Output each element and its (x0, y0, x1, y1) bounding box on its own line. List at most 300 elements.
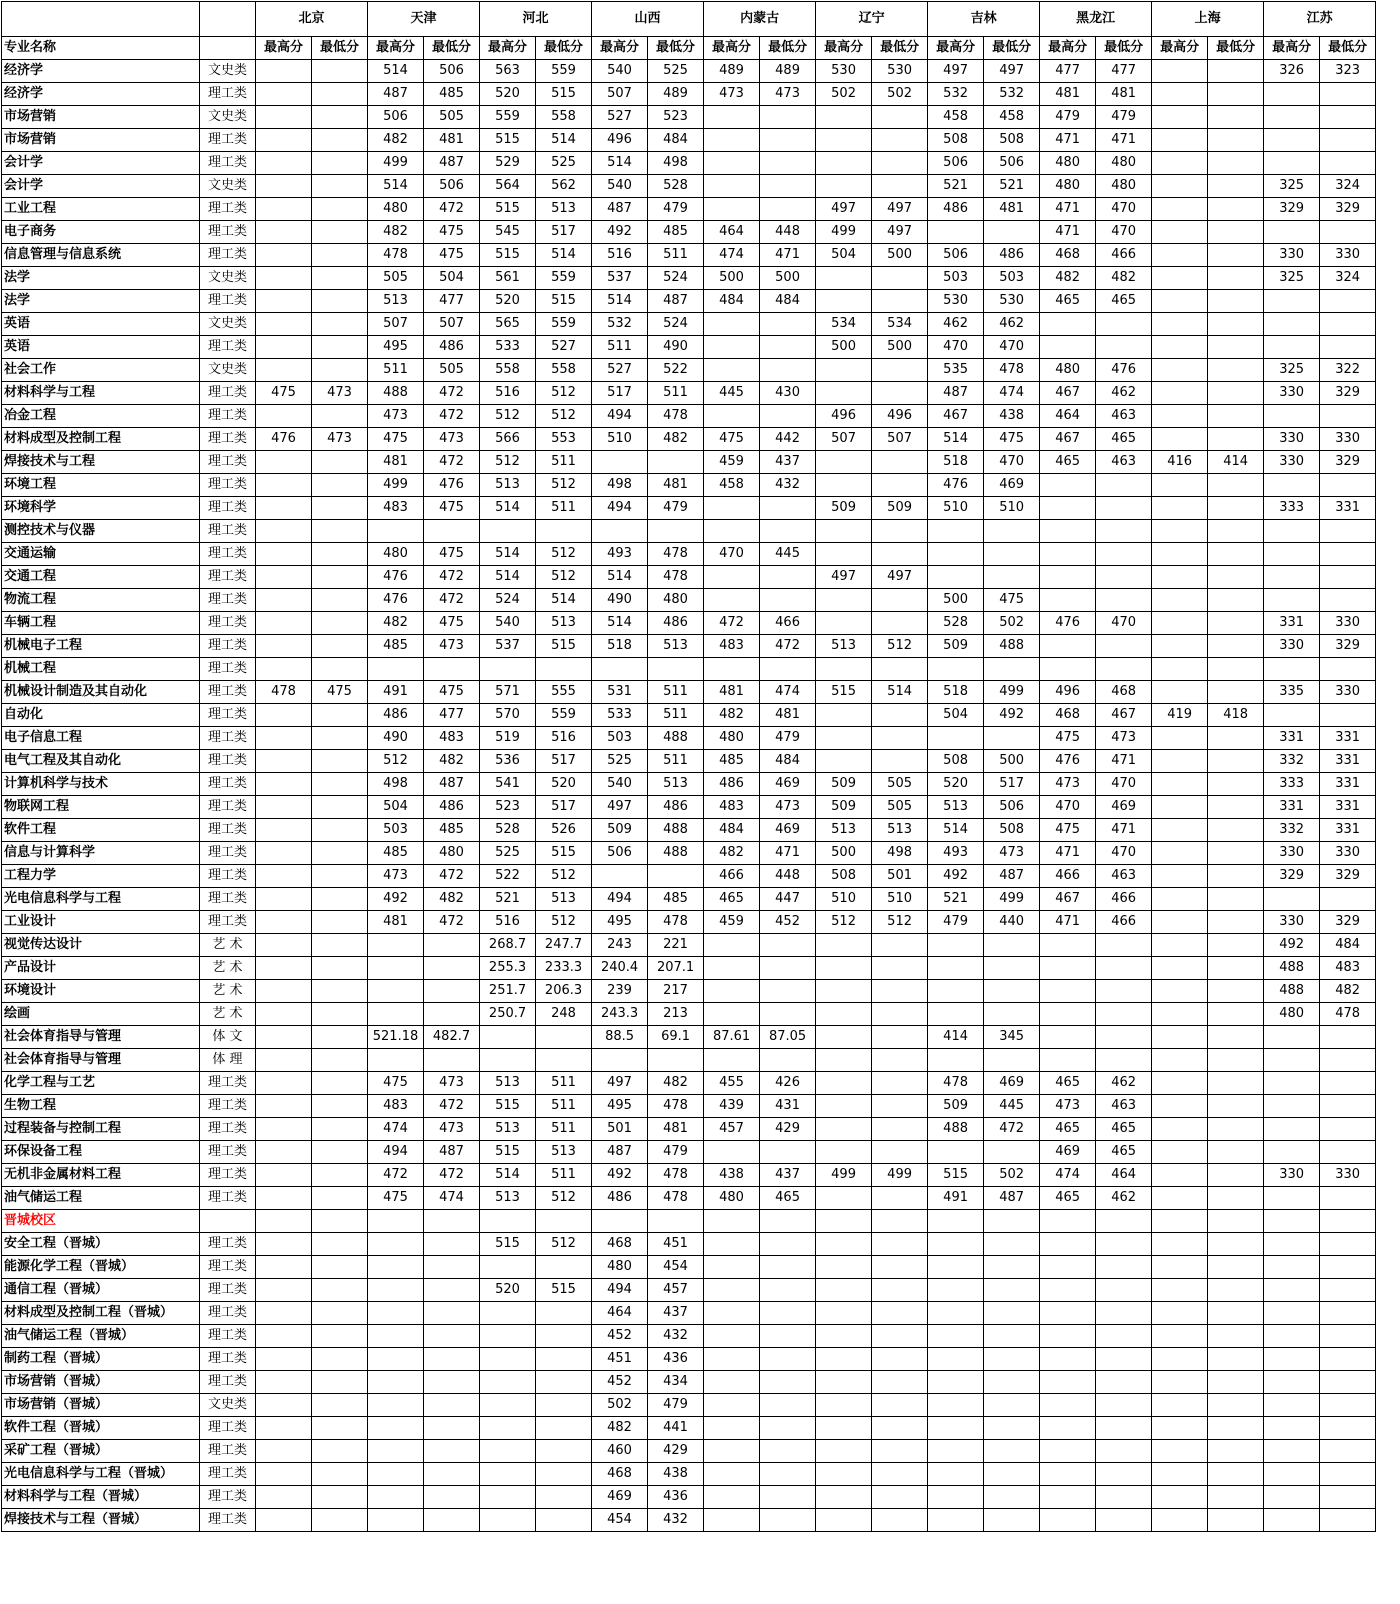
table-row (2, 497, 1376, 520)
high-score-cell (1152, 842, 1208, 865)
low-score-cell: 482 (1096, 267, 1152, 290)
low-score-cell: 484 (760, 290, 816, 313)
low-score-cell: 432 (648, 1325, 704, 1348)
major-name: 产品设计 (2, 957, 200, 980)
category-cell: 体 理 (200, 1049, 256, 1072)
low-score-cell: 478 (648, 405, 704, 428)
high-score-cell: 485 (704, 750, 760, 773)
high-score-cell: 509 (816, 497, 872, 520)
low-score-cell: 436 (648, 1348, 704, 1371)
low-score-cell (648, 865, 704, 888)
high-score-cell: 512 (480, 405, 536, 428)
high-score-cell: 494 (592, 405, 648, 428)
high-score-cell (1040, 497, 1096, 520)
low-score-cell (760, 129, 816, 152)
high-score-cell (256, 1095, 312, 1118)
high-score-cell: 513 (368, 290, 424, 313)
low-score-cell: 488 (648, 819, 704, 842)
high-score-cell (256, 313, 312, 336)
high-score-cell (256, 1302, 312, 1325)
high-score-cell: 464 (704, 221, 760, 244)
major-name: 英语 (2, 313, 200, 336)
low-score-cell (1096, 1026, 1152, 1049)
high-score-cell (816, 1118, 872, 1141)
high-score-cell (816, 934, 872, 957)
high-score-cell: 419 (1152, 704, 1208, 727)
low-score-cell (872, 589, 928, 612)
high-score-cell (368, 1348, 424, 1371)
high-score-cell: 492 (1264, 934, 1320, 957)
low-score-cell (760, 1417, 816, 1440)
low-score-cell (312, 1463, 368, 1486)
low-score-cell: 485 (424, 83, 480, 106)
low-score-cell (1208, 1141, 1264, 1164)
high-score-cell (928, 658, 984, 681)
high-score-cell: 506 (928, 152, 984, 175)
low-score-cell (1320, 1210, 1376, 1233)
low-score-cell (984, 1279, 1040, 1302)
high-score-cell (256, 267, 312, 290)
low-score-cell (312, 1509, 368, 1532)
low-score-cell (1320, 1394, 1376, 1417)
low-score-cell: 497 (872, 566, 928, 589)
high-score-cell: 508 (928, 129, 984, 152)
low-score-cell: 505 (872, 796, 928, 819)
high-score-cell: 514 (928, 428, 984, 451)
high-score-cell (368, 1463, 424, 1486)
major-name: 交通运输 (2, 543, 200, 566)
high-score-cell (928, 1417, 984, 1440)
low-score-cell: 514 (536, 129, 592, 152)
high-score-cell: 240.4 (592, 957, 648, 980)
high-score-cell: 473 (368, 865, 424, 888)
low-score-cell: 505 (424, 359, 480, 382)
high-score-cell (928, 1394, 984, 1417)
high-score-cell: 532 (928, 83, 984, 106)
low-score-cell (1320, 1486, 1376, 1509)
major-name: 工程力学 (2, 865, 200, 888)
low-score-cell: 506 (424, 175, 480, 198)
high-score-cell: 480 (1040, 152, 1096, 175)
low-score-cell (872, 1072, 928, 1095)
table-row (2, 290, 1376, 313)
low-score-cell (760, 313, 816, 336)
low-score-cell: 482 (424, 888, 480, 911)
low-score-cell (424, 1233, 480, 1256)
low-score-cell: 470 (1096, 198, 1152, 221)
high-score-cell (1040, 1210, 1096, 1233)
high-score-cell: 490 (368, 727, 424, 750)
high-score-cell: 480 (704, 727, 760, 750)
high-score-cell: 507 (816, 428, 872, 451)
high-score-cell (256, 244, 312, 267)
low-score-cell: 472 (424, 865, 480, 888)
table-row (2, 1440, 1376, 1463)
high-score-cell (1264, 474, 1320, 497)
low-score-cell: 329 (1320, 635, 1376, 658)
high-score-cell: 507 (592, 83, 648, 106)
high-score-cell: 565 (480, 313, 536, 336)
high-score-cell (592, 1049, 648, 1072)
high-score-cell (1264, 1256, 1320, 1279)
low-score-cell (760, 175, 816, 198)
low-score-cell: 483 (424, 727, 480, 750)
high-score-cell (704, 497, 760, 520)
high-score-cell (928, 980, 984, 1003)
low-score-cell (1208, 497, 1264, 520)
low-score-cell: 470 (1096, 773, 1152, 796)
high-score-cell: 467 (1040, 888, 1096, 911)
low-score-cell (1208, 520, 1264, 543)
high-score-cell (1152, 1026, 1208, 1049)
low-score-cell (1096, 658, 1152, 681)
low-score-cell: 474 (424, 1187, 480, 1210)
low-score-cell (1208, 681, 1264, 704)
major-name: 光电信息科学与工程（晋城） (2, 1463, 200, 1486)
high-score-cell (1152, 934, 1208, 957)
low-score-cell: 475 (424, 612, 480, 635)
low-score-cell (872, 1003, 928, 1026)
major-name: 工业设计 (2, 911, 200, 934)
high-score-cell (928, 1141, 984, 1164)
high-score-cell (928, 1256, 984, 1279)
major-name: 社会体育指导与管理 (2, 1026, 200, 1049)
low-score-cell (872, 451, 928, 474)
high-score-cell: 498 (368, 773, 424, 796)
high-score-cell (1264, 1095, 1320, 1118)
high-score-cell: 438 (704, 1164, 760, 1187)
major-name: 无机非金属材料工程 (2, 1164, 200, 1187)
low-score-cell: 517 (536, 796, 592, 819)
high-score-cell (1264, 1026, 1320, 1049)
low-score-header: 最低分 (424, 37, 480, 60)
low-score-cell: 486 (984, 244, 1040, 267)
high-score-cell (368, 1325, 424, 1348)
low-score-cell (984, 1509, 1040, 1532)
high-score-cell: 510 (816, 888, 872, 911)
high-score-cell: 459 (704, 911, 760, 934)
high-score-cell (704, 1394, 760, 1417)
major-name: 采矿工程（晋城） (2, 1440, 200, 1463)
high-score-cell: 532 (592, 313, 648, 336)
high-score-cell (480, 1210, 536, 1233)
high-score-cell (1040, 635, 1096, 658)
category-cell: 文史类 (200, 106, 256, 129)
high-score-header: 最高分 (704, 37, 760, 60)
high-score-cell (1152, 290, 1208, 313)
high-score-cell (1152, 1463, 1208, 1486)
low-score-cell: 471 (1096, 750, 1152, 773)
high-score-cell (256, 405, 312, 428)
major-name: 自动化 (2, 704, 200, 727)
high-score-cell (704, 336, 760, 359)
high-score-cell: 513 (928, 796, 984, 819)
high-score-header: 最高分 (592, 37, 648, 60)
low-score-cell (1208, 1210, 1264, 1233)
low-score-cell (536, 658, 592, 681)
low-score-cell: 438 (984, 405, 1040, 428)
high-score-cell (1152, 543, 1208, 566)
high-score-cell: 492 (928, 865, 984, 888)
low-score-cell (1320, 543, 1376, 566)
low-score-cell: 485 (648, 888, 704, 911)
high-score-cell (1040, 1417, 1096, 1440)
high-score-cell (816, 1256, 872, 1279)
low-score-cell (312, 1141, 368, 1164)
low-score-cell (1208, 1049, 1264, 1072)
low-score-cell (424, 1486, 480, 1509)
high-score-cell (480, 1026, 536, 1049)
high-score-cell: 499 (816, 221, 872, 244)
category-cell: 艺 术 (200, 980, 256, 1003)
high-score-cell (256, 1417, 312, 1440)
low-score-cell (1208, 60, 1264, 83)
province-header-row (2, 2, 1376, 37)
high-score-cell (1152, 1118, 1208, 1141)
low-score-cell: 481 (984, 198, 1040, 221)
high-score-cell (816, 1463, 872, 1486)
low-score-cell: 432 (760, 474, 816, 497)
high-score-cell (1264, 520, 1320, 543)
low-score-cell (312, 60, 368, 83)
high-score-cell (480, 1463, 536, 1486)
high-score-cell (1152, 1256, 1208, 1279)
low-score-cell (312, 543, 368, 566)
low-score-cell: 487 (424, 1141, 480, 1164)
major-name: 工业工程 (2, 198, 200, 221)
high-score-cell (1040, 1463, 1096, 1486)
high-score-cell: 475 (704, 428, 760, 451)
high-score-cell (816, 1187, 872, 1210)
high-score-cell (1152, 1302, 1208, 1325)
table-row (2, 1325, 1376, 1348)
low-score-cell (872, 934, 928, 957)
high-score-cell: 527 (592, 106, 648, 129)
high-score-cell (256, 474, 312, 497)
low-score-cell (1320, 1072, 1376, 1095)
low-score-cell: 553 (536, 428, 592, 451)
high-score-cell (704, 1141, 760, 1164)
high-score-cell: 515 (480, 129, 536, 152)
low-score-cell (872, 543, 928, 566)
low-score-cell: 464 (1096, 1164, 1152, 1187)
high-score-cell: 488 (1264, 957, 1320, 980)
low-score-cell: 438 (648, 1463, 704, 1486)
low-score-cell: 511 (536, 451, 592, 474)
high-score-cell (816, 1141, 872, 1164)
high-score-cell (816, 1026, 872, 1049)
category-cell: 理工类 (200, 1371, 256, 1394)
low-score-cell (872, 1233, 928, 1256)
low-score-cell: 511 (648, 681, 704, 704)
low-score-cell (1320, 1141, 1376, 1164)
low-score-cell (1208, 313, 1264, 336)
low-score-cell: 441 (648, 1417, 704, 1440)
low-score-cell: 474 (760, 681, 816, 704)
high-score-cell: 494 (368, 1141, 424, 1164)
high-score-cell: 475 (368, 1072, 424, 1095)
high-score-cell (1040, 1486, 1096, 1509)
high-score-cell (928, 1463, 984, 1486)
major-name: 材料科学与工程（晋城） (2, 1486, 200, 1509)
major-name: 光电信息科学与工程 (2, 888, 200, 911)
high-score-cell (256, 980, 312, 1003)
low-score-cell: 475 (424, 497, 480, 520)
low-score-cell: 469 (760, 773, 816, 796)
low-score-cell: 469 (984, 474, 1040, 497)
high-score-cell: 445 (704, 382, 760, 405)
low-score-cell: 462 (1096, 382, 1152, 405)
high-score-cell (816, 727, 872, 750)
high-score-cell: 521.18 (368, 1026, 424, 1049)
high-score-cell (816, 1210, 872, 1233)
low-score-cell (760, 359, 816, 382)
low-score-cell (984, 1256, 1040, 1279)
high-score-cell: 482 (704, 842, 760, 865)
high-score-cell: 467 (1040, 382, 1096, 405)
major-name: 测控技术与仪器 (2, 520, 200, 543)
table-row (2, 474, 1376, 497)
high-score-cell (1152, 474, 1208, 497)
high-score-cell (592, 865, 648, 888)
high-score-cell: 515 (480, 198, 536, 221)
high-score-cell: 558 (480, 359, 536, 382)
table-row (2, 865, 1376, 888)
high-score-cell (1040, 957, 1096, 980)
category-cell: 理工类 (200, 1164, 256, 1187)
low-score-cell: 484 (760, 750, 816, 773)
high-score-cell: 468 (1040, 704, 1096, 727)
low-score-cell: 324 (1320, 267, 1376, 290)
low-score-cell: 479 (648, 497, 704, 520)
high-score-cell (480, 1394, 536, 1417)
low-score-cell (1208, 221, 1264, 244)
high-score-cell: 571 (480, 681, 536, 704)
major-name: 市场营销 (2, 129, 200, 152)
low-score-cell: 330 (1320, 842, 1376, 865)
major-name: 社会工作 (2, 359, 200, 382)
high-score-cell (256, 1279, 312, 1302)
major-name: 经济学 (2, 83, 200, 106)
low-score-cell: 502 (984, 612, 1040, 635)
low-score-cell (312, 865, 368, 888)
high-score-cell (368, 1210, 424, 1233)
low-score-cell: 478 (648, 566, 704, 589)
low-score-cell: 477 (424, 704, 480, 727)
low-score-cell: 473 (424, 1118, 480, 1141)
low-score-cell: 523 (648, 106, 704, 129)
high-score-cell (704, 957, 760, 980)
low-score-cell: 476 (1096, 359, 1152, 382)
high-score-cell (816, 1302, 872, 1325)
table-row (2, 106, 1376, 129)
low-score-cell: 497 (984, 60, 1040, 83)
low-score-cell (984, 1233, 1040, 1256)
table-row (2, 727, 1376, 750)
low-score-cell (424, 1279, 480, 1302)
low-score-cell: 331 (1320, 819, 1376, 842)
high-score-cell: 512 (368, 750, 424, 773)
low-score-cell (872, 612, 928, 635)
high-score-cell (256, 1164, 312, 1187)
low-score-cell: 481 (648, 474, 704, 497)
low-score-cell (312, 612, 368, 635)
low-score-cell: 470 (984, 336, 1040, 359)
low-score-cell (312, 888, 368, 911)
low-score-cell (1320, 474, 1376, 497)
low-score-cell (872, 727, 928, 750)
low-score-cell: 477 (424, 290, 480, 313)
high-score-cell: 333 (1264, 773, 1320, 796)
low-score-cell (984, 957, 1040, 980)
high-score-cell: 486 (704, 773, 760, 796)
low-score-cell (1208, 1348, 1264, 1371)
low-score-cell (424, 957, 480, 980)
high-score-cell: 510 (592, 428, 648, 451)
low-score-cell (1208, 911, 1264, 934)
low-score-cell: 467 (1096, 704, 1152, 727)
high-score-cell (1152, 681, 1208, 704)
low-score-cell (872, 980, 928, 1003)
low-score-cell: 516 (536, 727, 592, 750)
high-score-cell (256, 865, 312, 888)
low-score-cell (872, 129, 928, 152)
low-score-cell: 447 (760, 888, 816, 911)
high-score-cell: 472 (368, 1164, 424, 1187)
high-score-cell (816, 1233, 872, 1256)
high-score-cell (1040, 1394, 1096, 1417)
low-score-cell: 522 (648, 359, 704, 382)
low-score-cell: 500 (872, 336, 928, 359)
low-score-cell: 472 (424, 566, 480, 589)
low-score-cell (760, 1141, 816, 1164)
low-score-cell: 512 (536, 1187, 592, 1210)
high-score-cell: 530 (928, 290, 984, 313)
high-score-cell: 515 (480, 1233, 536, 1256)
high-score-cell (1040, 1049, 1096, 1072)
high-score-cell (256, 1371, 312, 1394)
section-title: 晋城校区 (2, 1210, 200, 1233)
high-score-cell (256, 842, 312, 865)
table-row (2, 175, 1376, 198)
low-score-cell (1208, 1256, 1264, 1279)
low-score-cell (312, 1233, 368, 1256)
major-name: 机械电子工程 (2, 635, 200, 658)
low-score-cell (984, 1371, 1040, 1394)
low-score-cell (1320, 1256, 1376, 1279)
low-score-cell: 487 (984, 1187, 1040, 1210)
high-score-cell: 439 (704, 1095, 760, 1118)
low-score-cell: 445 (760, 543, 816, 566)
low-score-header: 最低分 (1320, 37, 1376, 60)
high-score-cell (816, 359, 872, 382)
high-score-cell (1040, 1026, 1096, 1049)
province-header: 上海 (1152, 2, 1264, 37)
low-score-cell: 440 (984, 911, 1040, 934)
low-score-cell (312, 704, 368, 727)
low-score-cell (760, 1348, 816, 1371)
low-score-cell: 487 (984, 865, 1040, 888)
low-score-cell (984, 1417, 1040, 1440)
high-score-cell: 530 (816, 60, 872, 83)
low-score-cell: 472 (424, 405, 480, 428)
high-score-cell: 468 (592, 1233, 648, 1256)
high-score-cell (1264, 1210, 1320, 1233)
low-score-cell (1320, 1026, 1376, 1049)
high-score-cell: 503 (592, 727, 648, 750)
low-score-cell: 481 (648, 1118, 704, 1141)
low-score-cell (312, 497, 368, 520)
